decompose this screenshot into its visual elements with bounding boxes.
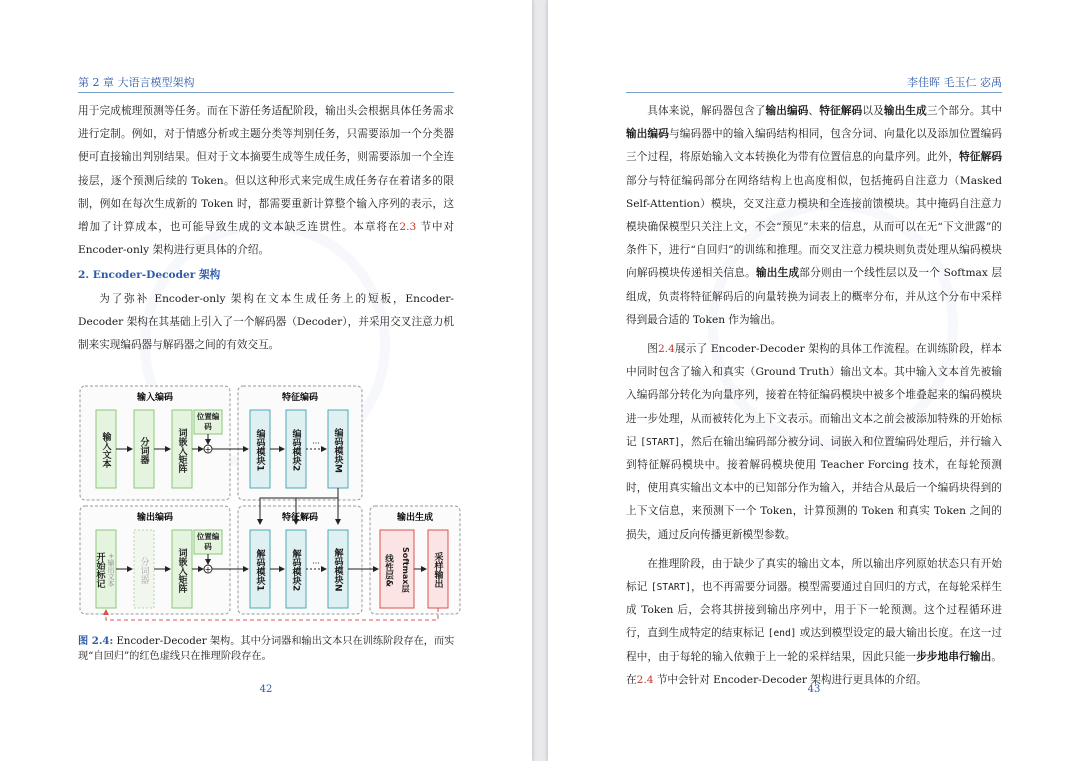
group-title: 输入编码 [136,393,174,403]
box-label: Softmax层 [401,547,410,593]
running-header [78,74,454,93]
text: 与编码器中的输入编码结构相同，包含分词、向量化以及添加位置编码三个过程，将原始输入文本转换化为带有位置信息的向量序列。此外， [626,128,1003,164]
text: ，也不再需要分词器。模型需要通过自回归的方式，在每轮采样生成 Token 后，会将其拼接到输出序列中，用于下一轮预测。这个过程循环进行，直到生成特定的结束标记 [626,581,1002,640]
bold-term: 步步地串行输出 [916,650,992,663]
bold-term: 特征解码 [959,151,1003,164]
box-label: +输出文本 [107,553,115,587]
text: 三个部分。其中 [926,105,1003,117]
bold-term: 输出生成 [883,105,927,117]
text: 部分则由一个线性层以及一个 Softmax 层组成，负责将特征解码后的向量转换为词表上的概率分布，并从这个分布中采样得到最合适的 Token 作为输出。 [626,267,1003,326]
text: 在推理阶段，由于缺少了真实的输出文本，所以输出序列原始状态只有开始标记 [626,557,1002,594]
text: 图 [647,343,658,356]
text: 、 [808,105,820,117]
plus-symbol: + [204,445,212,454]
encoder-decoder-figure [78,384,462,624]
chapter-header: 第 2 章 大语言模型架构 [78,76,195,89]
code-token: [START] [650,582,691,594]
paragraph-text: 用于完成梳理预测等任务。而在下游任务适配阶段，输出头会根据具体任务需求进行定制。例如，对于情感分析或主题分类等判别任务，只需要添加一个分类器便可直接输出判别结果。但对于文本摘要生成等生成任务，则需要添加一个全连接层，逐个预测后续的 Token。但以这种形式来完成生成任务存在着诸多的限制，例如在每次生成新的 Token 时，都需要重新计算整个输入序列的表示，这增加了计算成本，也可能导致生成的文本缺乏连贯性。本章将在 [78,105,454,234]
section-ref-link[interactable]: 2.4 [636,673,654,686]
group-title: 输出生成 [396,513,434,523]
plus-symbol: + [204,565,212,574]
box-label: 解码模块2 [290,548,301,592]
figure-caption [78,634,462,664]
caption-label: 图 2.4: [78,635,114,647]
author-header: 李佳晖 毛玉仁 宓禹 [907,76,1002,89]
box-label: 开始标记 [94,552,105,588]
text: 。在 [626,650,1003,686]
caption-text: Encoder-Decoder 架构。其中分词器和输出文本只在训练阶段存在，而实现“自回归”的红色虚线只在推理阶段存在。 [78,636,455,662]
box-label: 位置编码 [196,412,220,431]
group-title: 特征解码 [281,513,319,523]
box-label: 解码模块N [332,548,343,592]
box-label: 分词器 [138,436,149,464]
paragraph [626,553,1002,692]
page-number: 43 [807,684,821,695]
figure-ref-link[interactable]: 2.4 [657,343,675,356]
text: ，然后在输出编码部分被分词、词嵌入和位置编码处理后，并行输入到特征解码模块中。接着解码模块使用 Teacher Forcing 技术，在每轮预测时，使用真实输出文本中的已知部分作为输入，并结合从最后一个编码块得到的上下文信息，来预测下一个 Token，计算预测的 Token 和真实 Token 之间的损失，通过反向传播更新模型参数。 [626,435,1003,541]
text: 具体来说，解码器包含了 [647,105,766,117]
paragraph [78,100,454,262]
code-token: [START] [640,436,681,448]
box-label: 输入文本 [100,432,111,468]
box-label: 词嵌入矩阵 [176,547,187,593]
paragraph [626,338,1002,547]
text: 以及 [862,105,884,117]
right-page [548,0,1080,761]
box-label: 编码模块2 [290,428,301,472]
code-token: [end] [767,628,797,640]
box-label: 位置编码 [196,532,220,551]
section-title: 2. Encoder-Decoder 架构 [78,269,221,282]
text: 节中会针对 Encoder-Decoder 架构进行更具体的介绍。 [653,673,927,686]
bold-term: 输出编码 [626,128,669,141]
text: 部分与特征编码部分在网络结构上也高度相似，包括掩码自注意力（Masked Self-Attention）模块，交叉注意力模块和全连接前馈模块。其中掩码自注意力模块确保模型只关注上文，不会“预见”未来的信息，从而可以在无“下文泄露”的条件下，进行“自回归”的训练和推理。而交叉注意力模块则负责处理从编码模块向解码模块传递相关信息。 [626,174,1002,280]
left-page [0,0,532,761]
box-label: 分词器 [138,556,149,584]
text: 展示了 Encoder-Decoder 架构的具体工作流程。在训练阶段，样本中同时包含了输入和真实（Ground Truth）输出文本。其中输入文本首先被输入编码部分转化为向量序列，接着在特征编码模块中被多个堆叠起来的编码模块进一步处理，从而被转化为上下文表示。而输出文本之前会被添加特殊的开始标记 [626,343,1003,448]
ellipsis: ··· [312,559,320,568]
bold-term: 输出编码 [765,105,809,117]
box-label: 编码模块1 [254,428,265,472]
box-label: 解码模块1 [254,548,265,592]
box-label: 采样输出 [432,552,443,588]
architecture-diagram [78,384,462,624]
text: 或达到模型设定的最大输出长度。在这一过程中，由于每轮的输入依赖于上一轮的采样结果，因此只能一 [626,627,1002,663]
section-ref-link[interactable]: 2.3 [399,221,417,234]
group-title: 特征编码 [281,393,319,403]
paragraph-text: 节中对 Encoder-only 架构进行更具体的介绍。 [78,221,454,257]
bold-term: 特征解码 [819,105,863,117]
right-body [626,100,1002,692]
running-header [626,74,1002,93]
box-label: 线性层& [383,553,394,587]
paragraph: 为了弥补 Encoder-only 架构在文本生成任务上的短板，Encoder-Decoder 架构在其基础上引入了一个解码器（Decoder），并采用交叉注意力机制来实现编码器与解码器之间的有效交互。 [78,292,454,352]
group-title: 输出编码 [136,513,174,523]
paragraph [626,100,1002,332]
bold-term: 输出生成 [755,267,800,280]
box-label: 词嵌入矩阵 [176,427,187,473]
box-label: 编码模块M [332,427,343,473]
page-number: 42 [259,684,273,695]
ellipsis: ··· [312,439,320,448]
left-body [78,100,454,357]
